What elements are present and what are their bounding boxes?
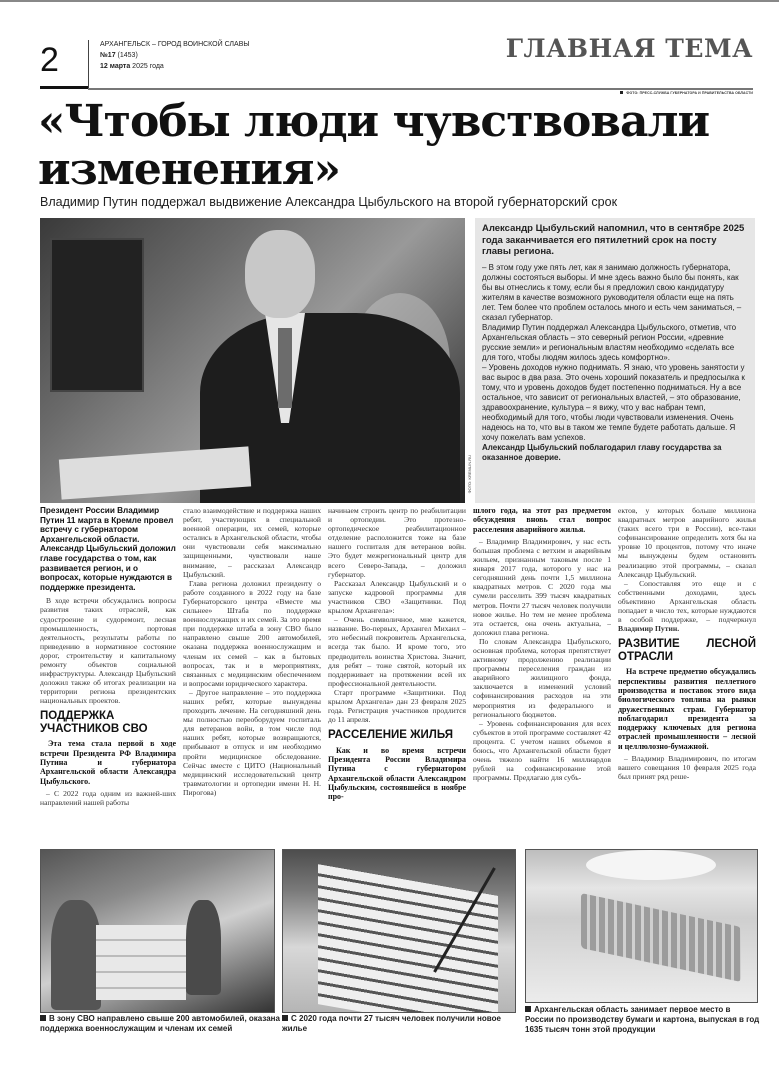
speaker-name: Владимир Путин. bbox=[618, 624, 680, 634]
article-headline: «Чтобы люди чувствовали изменения» bbox=[38, 96, 710, 195]
photo-caption-3 bbox=[525, 1005, 760, 1035]
issue-date-bold: 12 марта bbox=[100, 63, 131, 70]
article-column-1 bbox=[40, 506, 176, 844]
article-paragraph: ектов, у которых больше миллиона квадратных метров аварийного жилья (таких всего три в России), все-таки софинансирование определить хотя бы на уровне 10 процентов, потому что иначе мы вынуждены будем остановить реализацию этой программы, – сказал Александр Цыбульский. bbox=[618, 506, 756, 579]
sidebar-lead: Александр Цыбульский напомнил, что в сентябре 2025 года заканчивается его пятилетний срок на посту главы региона. bbox=[482, 223, 745, 257]
timber-logs-shape bbox=[581, 893, 741, 982]
article-paragraph: – Другое направление – это поддержка наших ребят, которые вынуждены проходить лечение. На сегодняшний день мы полностью переоборудуем госпиталь для ветеранов войн, в том числе под наших ребят, которые возвращаются, прибывают в отпуск и им необходимо пройти медицинское обследование. Сейчас вместе с ЦИТО (Национальный медицинский исследовательский центр травматологии и ортопедии имени Н. Н. Пирогова) bbox=[183, 687, 321, 797]
bullet-icon bbox=[40, 1015, 46, 1021]
article-paragraph: По словам Александра Цыбульского, основная проблема, которая препятствует активному продолжению реализации программы переселения граждан из аварийного жилищного фонда, заключается в изменений условий софинансирования расходов на эти мероприятия из федерального и регионального бюджетов. bbox=[473, 636, 611, 719]
article-paragraph: Глава региона доложил президенту о работе созданного в 2022 году на базе Губернаторского центра «Вместе мы сильнее» Штаба по поддержке военнослужащих и их семей. За это время при поддержке штаба в зону СВО было направлено свыше 200 автомобилей, оказана поддержка военнослужащим и членам их семей – как в бытовых вопросах, так и в мероприятиях, связанных с медицинским обеспечением и вопросами юридического характера. bbox=[183, 578, 321, 688]
photo-apartment-building bbox=[282, 849, 516, 1013]
caption-text: С 2020 года почти 27 тысяч человек получили новое жилье bbox=[282, 1014, 501, 1033]
bullet-icon bbox=[620, 91, 623, 94]
article-column-3 bbox=[328, 506, 466, 844]
section-lead: Как и во время встречи Президента России Владимира Путина с губернатором Архангельской области Александром Цыбульским, состоявшейся в ноябре про- bbox=[328, 745, 466, 802]
subheading-svo-support: ПОДДЕРЖКА УЧАСТНИКОВ СВО bbox=[40, 710, 148, 735]
article-paragraph: начинаем строить центр по реабилитации и ортопедии. Это протезно-ортопедическое реабилитационное отделение расположится тоже на базе нашего госпиталя для ветеранов войн. Это будет межрегиональный центр для всего Северо-Запада, – доложил губернатор. bbox=[328, 506, 466, 579]
issue-number-label: №17 bbox=[100, 52, 116, 59]
article-subheadline: Владимир Путин поддержал выдвижение Александра Цыбульского на второй губернаторский срок bbox=[40, 195, 618, 209]
masthead bbox=[100, 39, 250, 72]
building-shape bbox=[318, 864, 498, 1013]
photo-timber-truck bbox=[525, 849, 758, 1003]
article-paragraph bbox=[618, 579, 756, 634]
article-lead: Президент России Владимир Путин 11 марта в Кремле провел встречу с губернатором Архангельской области. Александр Цыбульский доложил главе государства о том, как развивается регион, и о вопросах, которые нуждаются в поддержке президента. bbox=[40, 506, 176, 592]
article-paragraph: В ходе встречи обсуждались вопросы развития таких отраслей, как судостроение и судоремонт, лесная промышленность, портовая деятельность, результаты работы по приведению в нормативное состояние дорог, строительству и капитальному ремонту объектов социальной инфраструктуры. Александр Цыбульский доложил также об итогах реализации на территории региона президентских национальных проектов. bbox=[40, 596, 176, 706]
photo-soldiers-cargo bbox=[40, 849, 275, 1013]
page-top-border bbox=[0, 0, 779, 2]
sidebar-paragraph: Владимир Путин поддержал Александра Цыбульского, отметив, что Архангельская область – это северный регион России, «древние русские земли» и региональным властям необходимо «сделать все для того, чтобы людям жилось здесь комфортно». bbox=[482, 322, 737, 362]
article-paragraph: – Уровень софинансирования для всех субъектов в этой программе составляет 42 процента. С учетом наших объемов я боюсь, что Архангельской области будет очень тяжело найти 16 миллиардов рублей на софинансирование этой программы. Предлагаю для субъ- bbox=[473, 718, 611, 783]
bullet-icon bbox=[282, 1015, 288, 1021]
article-column-2 bbox=[183, 506, 321, 844]
smoke-shape bbox=[586, 850, 716, 880]
main-photo bbox=[40, 218, 465, 503]
caption-text: Архангельская область занимает первое место в России по производству бумаги и картона, выпуская в год 1635 тысяч тонн этой продукции bbox=[525, 1005, 760, 1034]
masthead-divider bbox=[88, 40, 89, 89]
caption-text: В зону СВО направлено свыше 200 автомобилей, оказана поддержка военнослужащим и членам их семей bbox=[40, 1014, 280, 1033]
article-paragraph: стало взаимодействие и поддержка наших ребят, участвующих в специальной военной операции, их семей, которые остались в Архангельской области, чтобы они чувствовали себя максимально защищенными, чувствовали наше внимание, – рассказал Александр Цыбульский. bbox=[183, 506, 321, 579]
header-rule bbox=[88, 88, 753, 90]
sidebar-closing: Александр Цыбульский поблагодарил главу государства за оказанное доверие. bbox=[482, 442, 722, 462]
issue-total: (1453) bbox=[117, 52, 138, 59]
section-lead: Эта тема стала первой в ходе встречи Президента РФ Владимира Путина и губернатора Архангельской области Александра Цыбульского. bbox=[40, 739, 176, 786]
paragraph-text: – Сопоставляя это еще и с собственными доходами, здесь объективно Архангельская область попадает в число тех, которые нуждаются в особой поддержке, – подчеркнул bbox=[618, 578, 756, 625]
newspaper-slogan: АРХАНГЕЛЬСК – ГОРОД ВОИНСКОЙ СЛАВЫ bbox=[100, 41, 250, 48]
photo-credit-text: ФОТО: ПРЕСС-СЛУЖБА ГУБЕРНАТОРА И ПРАВИТЕЛЬСТВА ОБЛАСТИ bbox=[626, 91, 753, 95]
issue-date-rest: 2025 года bbox=[132, 63, 164, 70]
subheading-housing: РАССЕЛЕНИЕ ЖИЛЬЯ bbox=[328, 729, 453, 742]
article-paragraph: Старт программе «Защитники. Под крылом Архангела» дан 23 февраля 2025 года. Регистрация участников продлится до 11 апреля. bbox=[328, 687, 466, 725]
article-column-4 bbox=[473, 506, 611, 844]
section-lead-continued: шлого года, на этот раз предметом обсуждения вновь стал вопрос расселения аварийного жилья. bbox=[473, 506, 611, 534]
monitor-shape bbox=[50, 238, 144, 392]
section-lead: На встрече предметно обсуждались перспективы развития пеллетного производства и поставок этого вида биологического топлива на рынки дружественных стран. Губернатор поблагодарил президента за поддержку ключевых для региона отраслей промышленности – лесной и целлюлозно-бумажной. bbox=[618, 667, 756, 751]
photo-credit bbox=[620, 91, 753, 95]
photo-caption-2 bbox=[282, 1014, 517, 1034]
issue-date bbox=[100, 61, 250, 72]
person-tie-shape bbox=[278, 328, 292, 408]
person-head-shape bbox=[245, 230, 315, 318]
article-paragraph: – Очень символичное, мне кажется, название. Во-первых, Архангел Михаил – это небесный покровитель Архангельска, всегда так было. И кроме того, это предводитель воинства Христова. Значит, для ребят – тоже святой, который их поддерживает на протяжении всей их профессиональной деятельности. bbox=[328, 615, 466, 688]
main-photo-credit: ФОТО: KREMLIN.RU bbox=[467, 455, 472, 494]
soldier-shape bbox=[186, 900, 221, 995]
soldier-shape bbox=[51, 900, 101, 1010]
subheading-forestry: РАЗВИТИЕ ЛЕСНОЙ ОТРАСЛИ bbox=[618, 638, 756, 663]
article-paragraph: Рассказал Александр Цыбульский и о запуске кадровой программы для участников СВО «Защитники. Под крылом Архангела»: bbox=[328, 578, 466, 616]
sidebar-paragraph: – Уровень доходов нужно поднимать. Я знаю, что уровень занятости у вас вырос в два раза. Это очень хороший показатель и предпосылка к тому, что и уровень доходов будет постепенно подниматься. Ну а все остальное, что зависит от региональных властей, – это образование, здравоохранение, культура – я вижу, что у вас набран темп, необходимый для того, чтобы люди чувствовали изменения. Очень надеюсь на то, что вы в таком же темпе будете работать дальше. Я хочу пожелать вам успехов. bbox=[482, 362, 745, 442]
photo-caption-1 bbox=[40, 1014, 280, 1034]
page-number-underline bbox=[40, 86, 88, 89]
issue-number bbox=[100, 50, 250, 61]
sidebar-paragraph: – В этом году уже пять лет, как я занимаю должность губернатора, должны состояться выборы. И мне здесь важно было бы понять, как бы вы отнеслись к тому, если бы я предложил свою кандидатуру жителям в качестве возможного руководителя области еще на пять лет. Тем более что проблем осталось много и есть чем заниматься, – сказал губернатор. bbox=[482, 262, 742, 322]
section-title: ГЛАВНАЯ ТЕМА bbox=[505, 34, 753, 63]
article-paragraph: – Владимир Владимирович, у нас есть большая проблема с ветхим и аварийным жильем, признанным таковым после 1 января 2017 года, которого у нас на сегодняшний день почти 1,5 миллиона квадратных метров. С 2020 года мы сумели расселить 399 тысяч квадратных метров. Почти 27 тысяч человек получили новое жилье. Но тем не менее проблема эта остается, она очень актуальна, – доложил глава региона. bbox=[473, 536, 611, 637]
page-number: 2 bbox=[40, 41, 59, 79]
cargo-boxes-shape bbox=[96, 925, 186, 1000]
sidebar-paragraph bbox=[482, 443, 748, 463]
bullet-icon bbox=[525, 1006, 531, 1012]
quote-sidebar bbox=[475, 218, 755, 503]
article-column-5 bbox=[618, 506, 756, 844]
article-paragraph: – С 2022 года одним из важней-ших направлений нашей работы bbox=[40, 788, 176, 808]
article-paragraph: – Владимир Владимирович, по итогам вашего совещания 10 февраля 2025 года был принят ряд реше- bbox=[618, 753, 756, 782]
